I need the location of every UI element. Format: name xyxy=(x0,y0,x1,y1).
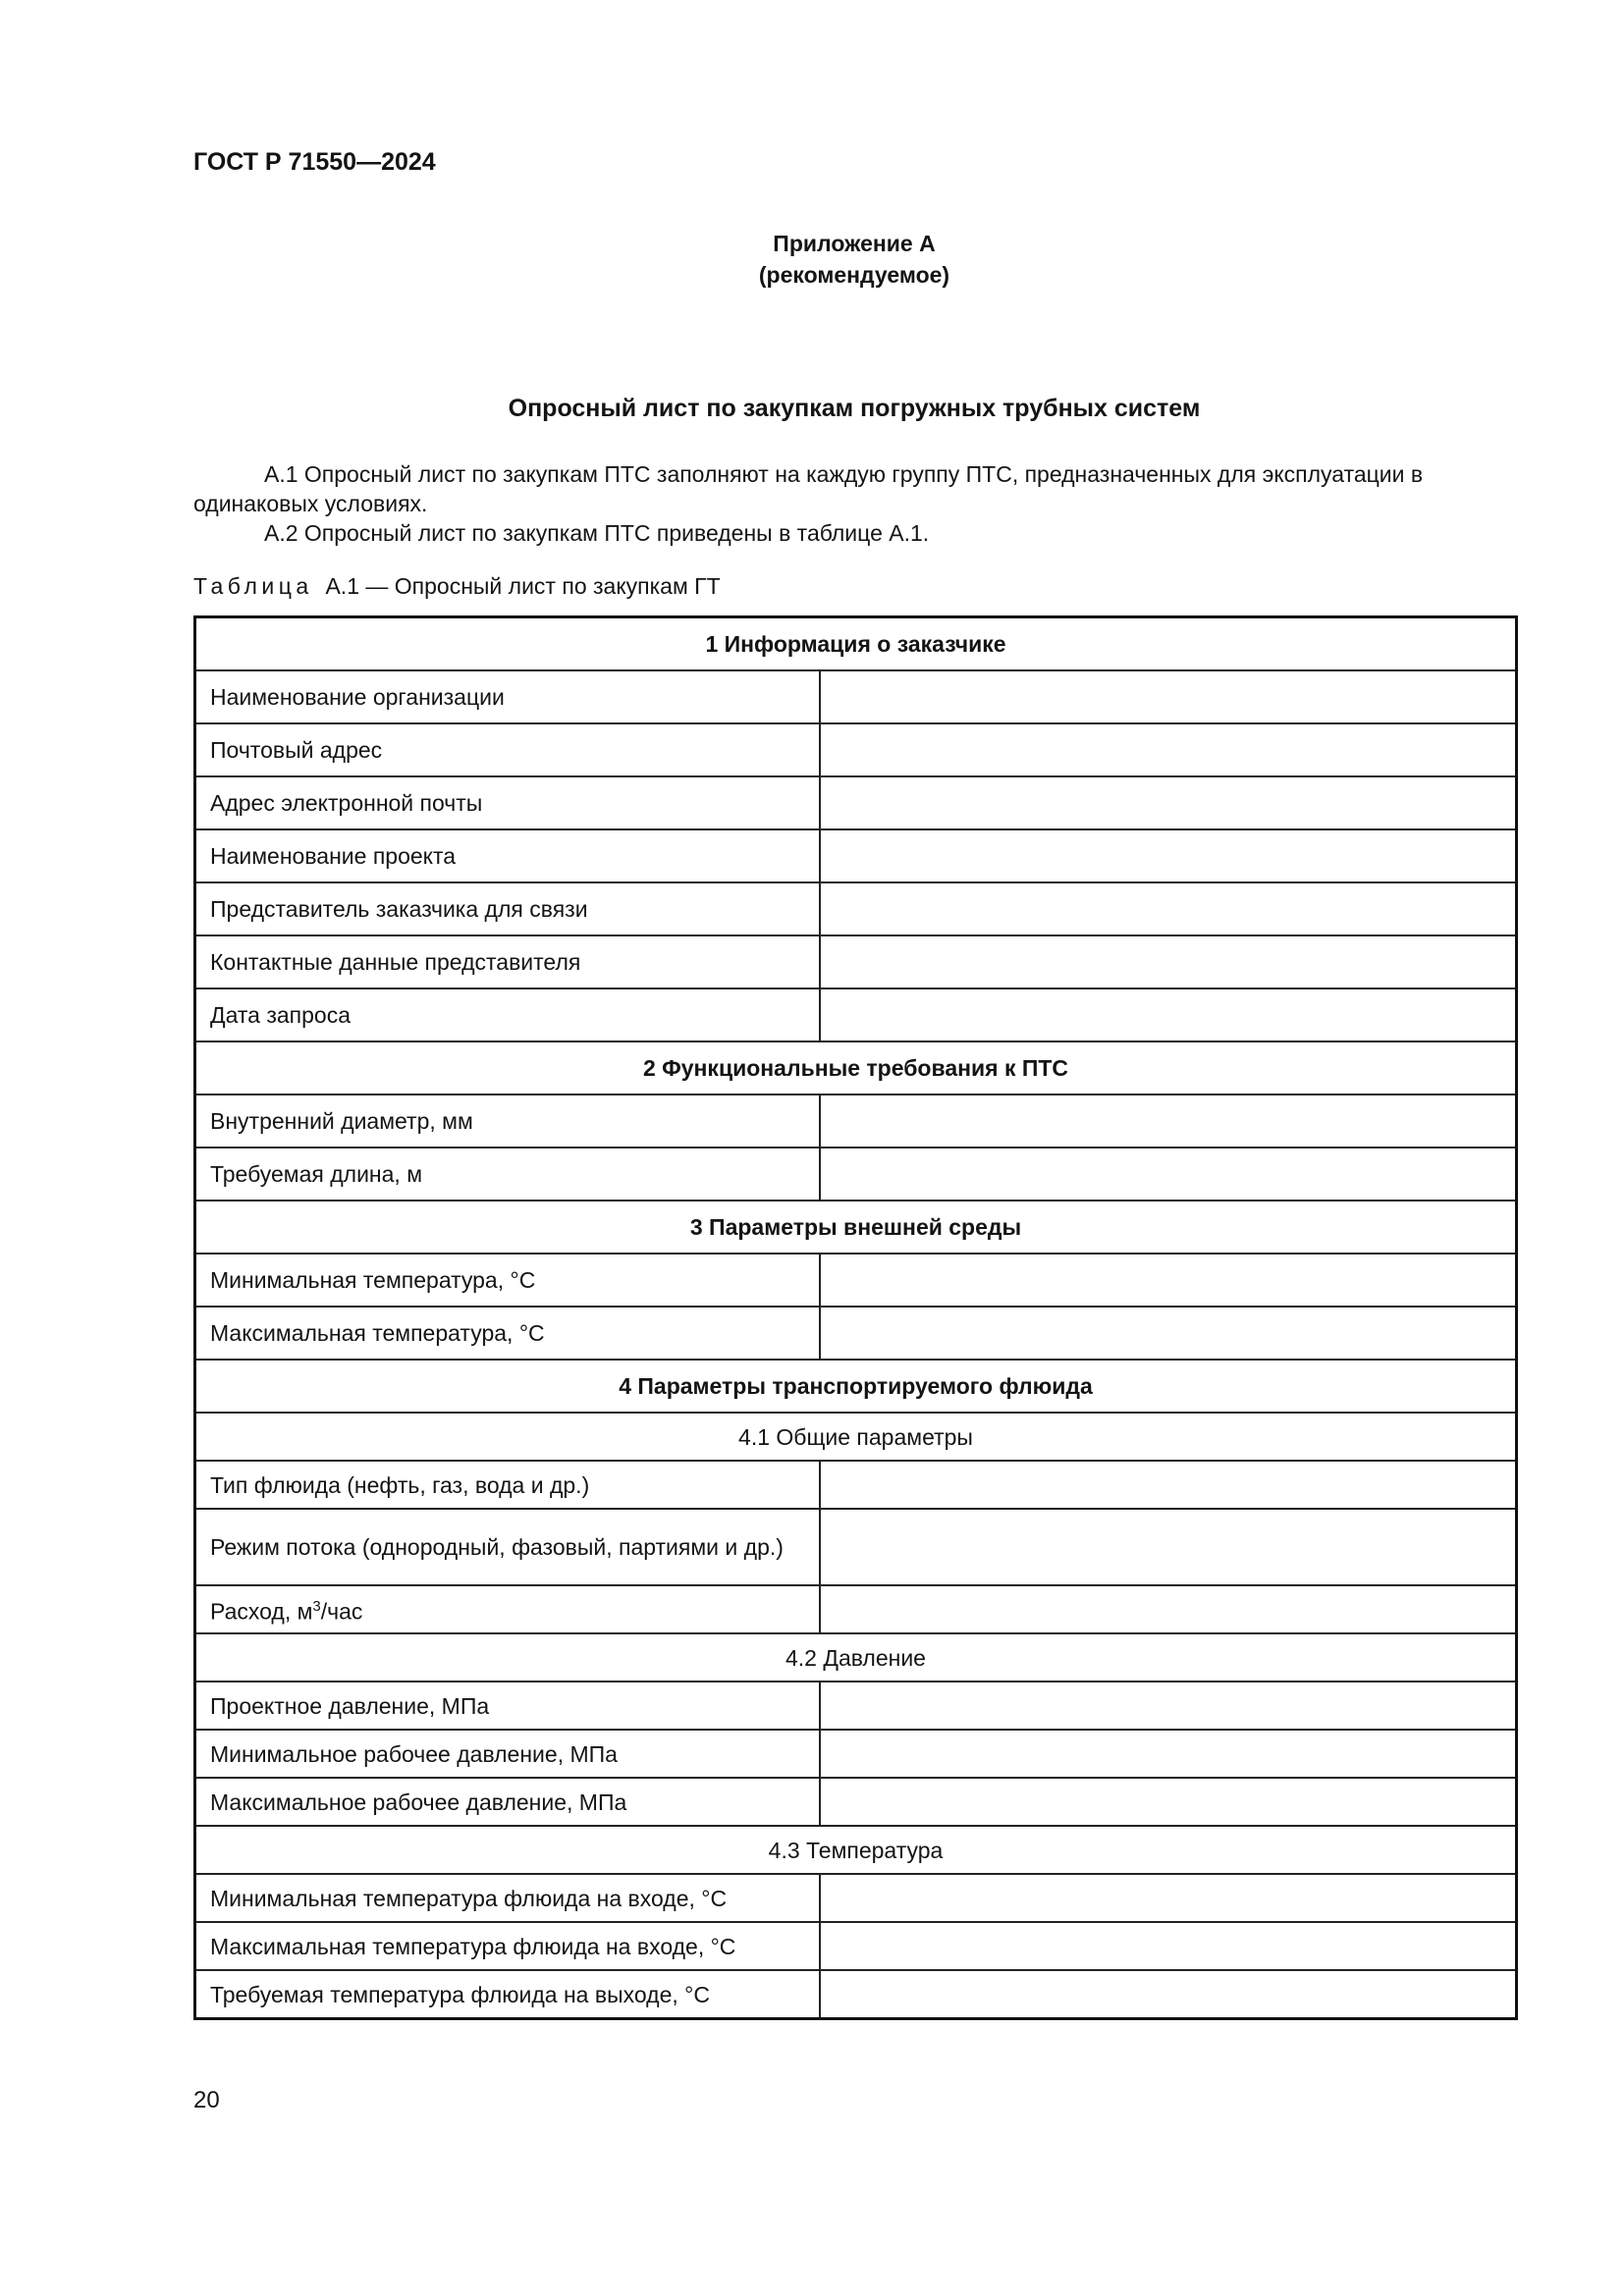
section-header-row xyxy=(195,1360,1517,1413)
field-label: Максимальная температура, °С xyxy=(195,1307,821,1360)
table-row xyxy=(195,1461,1517,1509)
table-caption-word: Таблица xyxy=(193,573,313,599)
field-value-cell[interactable] xyxy=(820,882,1517,935)
field-label: Минимальное рабочее давление, МПа xyxy=(195,1730,821,1778)
field-label: Максимальная температура флюида на входе, °С xyxy=(195,1922,821,1970)
table-row xyxy=(195,935,1517,988)
field-label: Почтовый адрес xyxy=(195,723,821,776)
field-label: Контактные данные представителя xyxy=(195,935,821,988)
field-value-cell[interactable] xyxy=(820,776,1517,829)
annex-title: Приложение А xyxy=(773,231,936,256)
table-row xyxy=(195,988,1517,1041)
table-row xyxy=(195,670,1517,723)
field-label: Минимальная температура, °С xyxy=(195,1254,821,1307)
paragraph-a2: А.2 Опросный лист по закупкам ПТС приведены в таблице А.1. xyxy=(264,520,930,546)
section-title: 3 Параметры внешней среды xyxy=(195,1201,1517,1254)
table-row xyxy=(195,1730,1517,1778)
field-value-cell[interactable] xyxy=(820,1922,1517,1970)
table-caption xyxy=(193,573,721,600)
table-row xyxy=(195,1874,1517,1922)
subsection-title: 4.1 Общие параметры xyxy=(195,1413,1517,1461)
table-row xyxy=(195,1585,1517,1633)
table-row xyxy=(195,1922,1517,1970)
field-value-cell[interactable] xyxy=(820,1509,1517,1585)
annex-status: (рекомендуемое) xyxy=(758,262,950,288)
document-code-header: ГОСТ Р 71550—2024 xyxy=(193,148,436,176)
flow-rate-sup: 3 xyxy=(312,1598,321,1616)
field-label: Внутренний диаметр, мм xyxy=(195,1095,821,1148)
table-row xyxy=(195,723,1517,776)
table-row xyxy=(195,1307,1517,1360)
field-label: Минимальная температура флюида на входе, °С xyxy=(195,1874,821,1922)
field-label: Требуемая температура флюида на выходе, °С xyxy=(195,1970,821,2019)
table-row xyxy=(195,1509,1517,1585)
section-header-row xyxy=(195,1041,1517,1095)
table-caption-text: А.1 — Опросный лист по закупкам ГТ xyxy=(312,573,721,599)
page-number: 20 xyxy=(193,2087,220,2113)
paragraph-a1: А.1 Опросный лист по закупкам ПТС заполняют на каждую группу ПТС, предназначенных для эксплуатации в одинаковых условиях. xyxy=(193,461,1424,516)
flow-rate-prefix: Расход, м xyxy=(210,1598,313,1625)
subsection-title: 4.2 Давление xyxy=(195,1633,1517,1682)
field-label: Представитель заказчика для связи xyxy=(195,882,821,935)
table-row xyxy=(195,1148,1517,1201)
field-value-cell[interactable] xyxy=(820,1778,1517,1826)
field-value-cell[interactable] xyxy=(820,1148,1517,1201)
subsection-title: 4.3 Температура xyxy=(195,1826,1517,1874)
field-label-flow-rate xyxy=(195,1585,821,1633)
field-value-cell[interactable] xyxy=(820,988,1517,1041)
document-title: Опросный лист по закупкам погружных трубных систем xyxy=(508,395,1201,422)
field-value-cell[interactable] xyxy=(820,1461,1517,1509)
table-row xyxy=(195,776,1517,829)
intro-paragraphs xyxy=(193,459,1517,548)
section-header-row xyxy=(195,617,1517,671)
table-row xyxy=(195,1254,1517,1307)
field-value-cell[interactable] xyxy=(820,1682,1517,1730)
field-value-cell[interactable] xyxy=(820,1307,1517,1360)
flow-rate-suffix: /час xyxy=(320,1598,363,1625)
table-row xyxy=(195,1682,1517,1730)
section-header-row xyxy=(195,1201,1517,1254)
section-title: 1 Информация о заказчике xyxy=(195,617,1517,671)
field-label: Наименование организации xyxy=(195,670,821,723)
field-value-cell[interactable] xyxy=(820,1730,1517,1778)
table-row xyxy=(195,1778,1517,1826)
annex-heading xyxy=(0,228,1624,291)
table-row xyxy=(195,1095,1517,1148)
field-label: Адрес электронной почты xyxy=(195,776,821,829)
questionnaire-table xyxy=(193,615,1518,2020)
field-value-cell[interactable] xyxy=(820,1095,1517,1148)
field-value-cell[interactable] xyxy=(820,1254,1517,1307)
section-title: 2 Функциональные требования к ПТС xyxy=(195,1041,1517,1095)
field-label: Тип флюида (нефть, газ, вода и др.) xyxy=(195,1461,821,1509)
field-value-cell[interactable] xyxy=(820,723,1517,776)
field-value-cell[interactable] xyxy=(820,935,1517,988)
field-value-cell[interactable] xyxy=(820,1585,1517,1633)
field-label: Требуемая длина, м xyxy=(195,1148,821,1201)
field-label: Максимальное рабочее давление, МПа xyxy=(195,1778,821,1826)
field-value-cell[interactable] xyxy=(820,670,1517,723)
subsection-header-row xyxy=(195,1826,1517,1874)
section-title: 4 Параметры транспортируемого флюида xyxy=(195,1360,1517,1413)
field-label: Дата запроса xyxy=(195,988,821,1041)
field-label: Режим потока (однородный, фазовый, партиями и др.) xyxy=(195,1509,821,1585)
field-value-cell[interactable] xyxy=(820,1874,1517,1922)
subsection-header-row xyxy=(195,1413,1517,1461)
table-row xyxy=(195,1970,1517,2019)
field-label: Наименование проекта xyxy=(195,829,821,882)
field-label: Проектное давление, МПа xyxy=(195,1682,821,1730)
field-value-cell[interactable] xyxy=(820,1970,1517,2019)
table-row xyxy=(195,882,1517,935)
field-value-cell[interactable] xyxy=(820,829,1517,882)
subsection-header-row xyxy=(195,1633,1517,1682)
table-row xyxy=(195,829,1517,882)
